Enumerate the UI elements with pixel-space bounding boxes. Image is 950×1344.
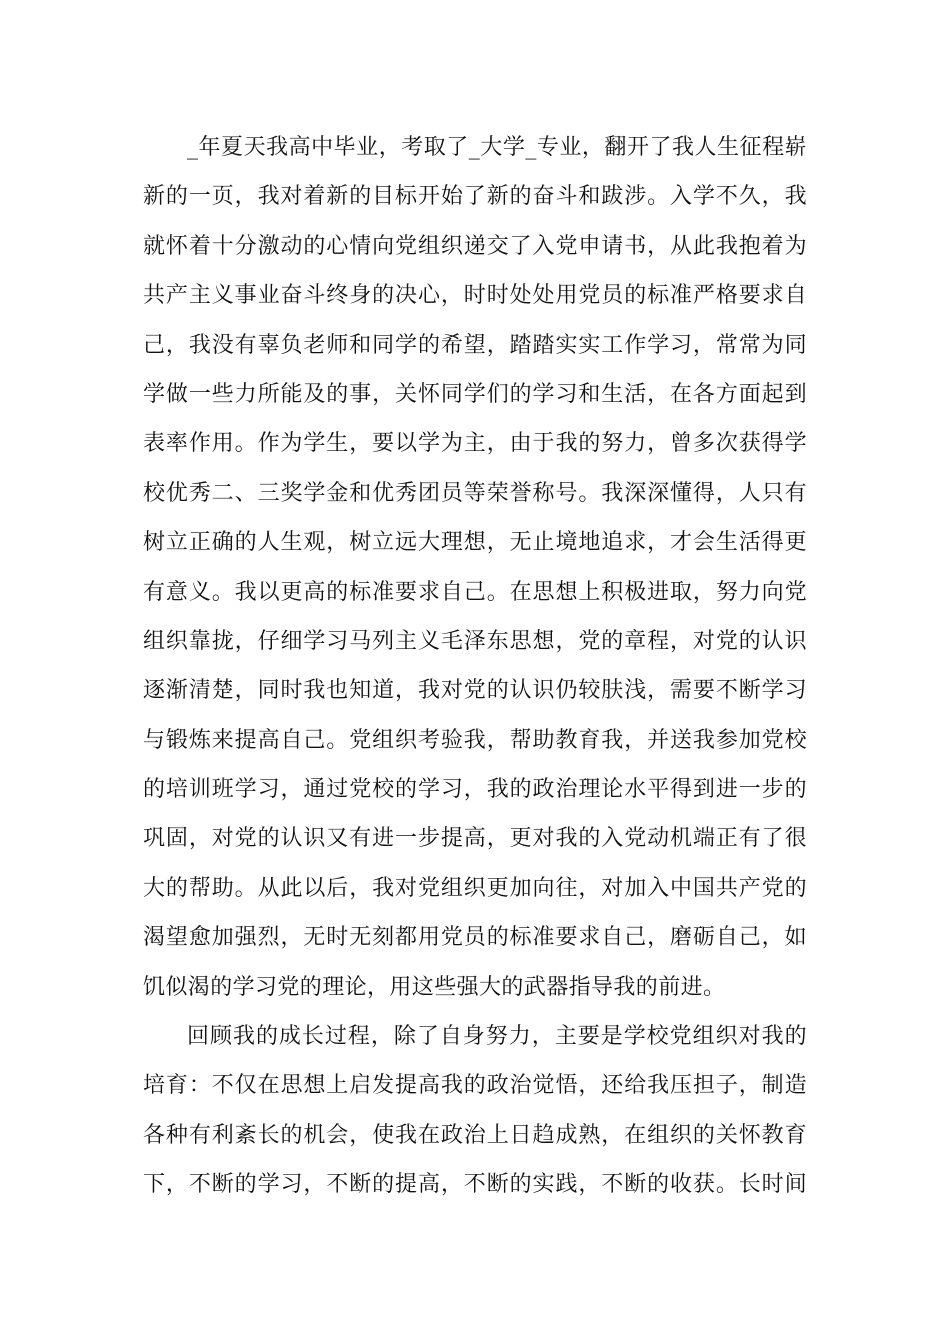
- text-line: 学做一些力所能及的事，关怀同学们的学习和生活，在各方面起到: [143, 381, 807, 407]
- text-line: 培育：不仅在思想上启发提高我的政治觉悟，还给我压担子，制造: [143, 1073, 807, 1099]
- text-line: 大的帮助。从此以后，我对党组织更加向往，对加入中国共产党的: [143, 875, 807, 901]
- text-line: 共产主义事业奋斗终身的决心，时时处处用党员的标准严格要求自: [143, 283, 807, 309]
- text-line: 的培训班学习，通过党校的学习，我的政治理论水平得到进一步的: [143, 777, 807, 803]
- text-line: 回顾我的成长过程，除了自身努力，主要是学校党组织对我的: [187, 1024, 807, 1050]
- text-line: 渴望愈加强烈，无时无刻都用党员的标准要求自己，磨砺自己，如: [143, 925, 807, 951]
- text-line: 组织靠拢，仔细学习马列主义毛泽东思想，党的章程，对党的认识: [143, 628, 807, 654]
- document-body: [143, 123, 807, 1210]
- text-line: 各种有利紊长的机会，使我在政治上日趋成熟，在组织的关怀教育: [143, 1122, 807, 1148]
- text-line: 己，我没有辜负老师和同学的希望，踏踏实实工作学习，常常为同: [143, 332, 807, 358]
- text-line: 巩固，对党的认识又有进一步提高，更对我的入党动机端正有了很: [143, 826, 807, 852]
- text-line: 就怀着十分激动的心情向党组织递交了入党申请书，从此我抱着为: [143, 233, 807, 259]
- text-line: 下，不断的学习，不断的提高，不断的实践，不断的收获。长时间: [143, 1172, 807, 1198]
- text-line: 逐渐清楚，同时我也知道，我对党的认识仍较肤浅，需要不断学习: [143, 678, 807, 704]
- text-line: 新的一页，我对着新的目标开始了新的奋斗和跋涉。入学不久，我: [143, 184, 807, 210]
- text-line: 有意义。我以更高的标准要求自己。在思想上积极进取，努力向党: [143, 579, 807, 605]
- text-line: 校优秀二、三奖学金和优秀团员等荣誉称号。我深深懂得，人只有: [143, 480, 807, 506]
- text-line: 饥似渴的学习党的理论，用这些强大的武器指导我的前进。: [143, 974, 726, 1000]
- text-line: 与锻炼来提高自己。党组织考验我，帮助教育我，并送我参加党校: [143, 727, 807, 753]
- text-line: 表率作用。作为学生，要以学为主，由于我的努力，曾多次获得学: [143, 431, 807, 457]
- text-line: _年夏天我高中毕业，考取了_大学_专业，翻开了我人生征程崭: [187, 135, 807, 160]
- paragraph-1: [143, 123, 807, 1012]
- paragraph-2: [143, 1012, 807, 1210]
- text-line: 树立正确的人生观，树立远大理想，无止境地追求，才会生活得更: [143, 530, 807, 556]
